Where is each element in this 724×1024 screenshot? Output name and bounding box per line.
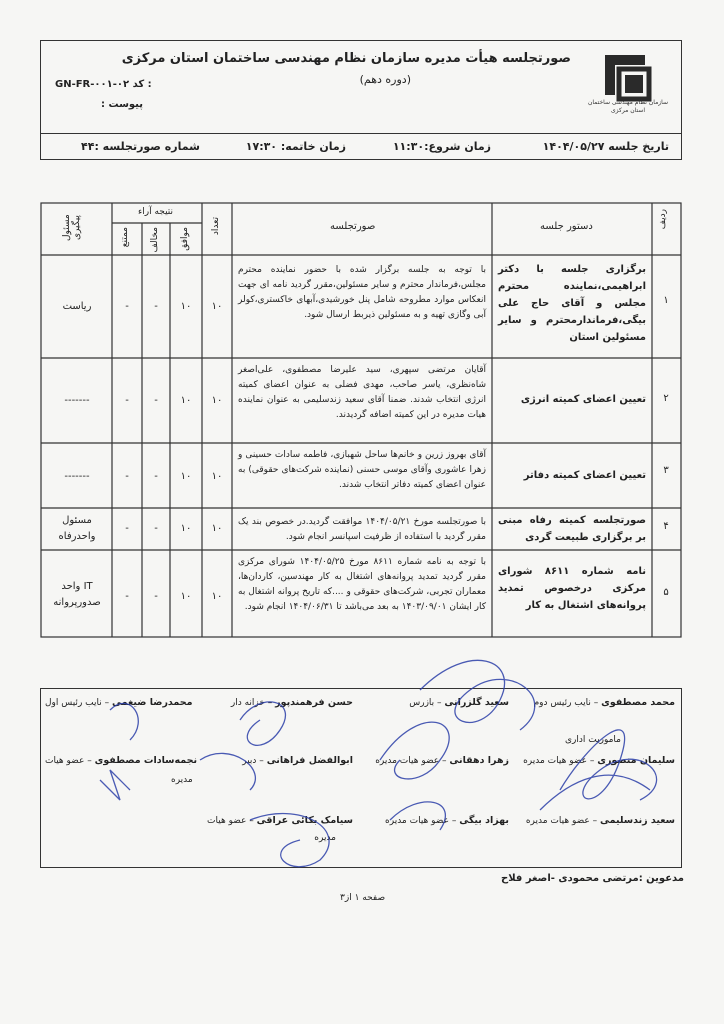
row-5-minutes: با توجه به نامه شماره ۸۶۱۱ مورخ ۱۴۰۴/۰۵/۲۵ شورای مرکزی مقرر گردید تمدید پروانه‌های اشتغال به کار مهندسین، کاردان‌ها، معماران تجربی، شرکت‌های حقوقی و ....که تاریخ پروانه اشتغال به کار ایشان ۱۴۰۳/۰۹/۰۱ به بعد می‌باشد تا ۱۴۰۴/۰۶/۳۱ انجام شود. — [238, 557, 486, 612]
row-3-number: ۳ — [663, 465, 669, 476]
organization-logo — [585, 47, 671, 127]
signer-8-role-cont: مدیره — [171, 775, 193, 785]
row-3-minutes: آقای بهروز زرین و خانم‌ها ساحل شهبازی، فاطمه سادات حسینی و زهرا عاشوری وآقای موسی حسنی (نماینده شرکت‌های حقوقی) به عنوان اعضای کمیته دفاتر انتخاب شدند. — [238, 450, 486, 490]
header-followup: مسئول پیگیری — [62, 214, 82, 242]
signer-11-name: سیامک بکائی عراقی — [256, 815, 353, 826]
row-4-disagree: - — [154, 523, 158, 534]
signer-8-role: – عضو هیات — [45, 756, 92, 766]
signer-5-role: – عضو هیات مدیره — [523, 756, 595, 766]
signer-10 — [385, 815, 509, 826]
code-value: GN-FR-۰۰۱-۰۲ — [55, 79, 130, 90]
minutes-table — [40, 195, 682, 645]
signer-4-role: – نایب رئیس اول — [45, 698, 110, 708]
signer-11 — [207, 815, 353, 826]
document-code — [55, 79, 152, 90]
signer-4 — [45, 697, 193, 708]
signer-11-role: – عضو هیات — [207, 816, 254, 826]
signer-5 — [523, 755, 675, 766]
row-2-followup: ------- — [64, 395, 90, 406]
row-4-minutes: با صورتجلسه مورخ ۱۴۰۴/۰۵/۲۱ موافقت گردید.در خصوص بند یک مقرر گردید با استفاده از ظرفیت اسپانسر انجام شود. — [238, 517, 486, 542]
row-2-number: ۲ — [663, 393, 669, 404]
signer-8 — [45, 755, 197, 766]
code-label: کد : — [132, 79, 152, 90]
row-1-agenda: برگزاری جلسه با دکتر ابراهیمی،نماینده محترم مجلس و آقای حاج علی بیگی،فرماندارمحترم و سایر مسئولین استان — [498, 264, 646, 343]
row-2-agree: ۱۰ — [180, 395, 192, 406]
header-agenda: دستور جلسه — [540, 221, 593, 232]
signer-11-role-cont: مدیره — [314, 833, 336, 843]
row-1-count: ۱۰ — [211, 301, 223, 312]
signer-9 — [526, 815, 675, 826]
header-disagree: مخالف — [150, 227, 160, 253]
row-1-agree: ۱۰ — [180, 301, 192, 312]
minutes-number: شماره صورتجلسه :۴۴ — [81, 140, 200, 153]
start-time: زمان شروع:۱۱:۳۰ — [392, 140, 491, 153]
row-4-agree: ۱۰ — [180, 523, 192, 534]
row-3-disagree: - — [154, 471, 158, 482]
signer-8-name: نجمه‌سادات مصطفوی — [94, 755, 198, 766]
signer-2-role: – بازرس — [409, 698, 442, 708]
row-3-abstain: - — [125, 471, 129, 482]
signer-1-name: محمد مصطفوی — [601, 697, 675, 708]
header-minutes: صورتجلسه — [330, 221, 376, 232]
header-divider — [41, 133, 681, 134]
signer-7 — [242, 755, 353, 766]
header-row-number: ردیف — [658, 209, 668, 230]
signer-10-name: بهزاد بیگی — [459, 815, 509, 826]
row-5-abstain: - — [125, 591, 129, 602]
logo-caption: سازمان نظام مهندسی ساختمان استان مرکزی — [587, 99, 669, 114]
header-abstain: ممتنع — [120, 227, 130, 248]
row-4-abstain: - — [125, 523, 129, 534]
document-header — [40, 40, 682, 160]
header-vote-result: نتیجه آراء — [138, 207, 174, 217]
row-2-disagree: - — [154, 395, 158, 406]
row-3-agree: ۱۰ — [180, 471, 192, 482]
row-4-agenda: صورتجلسه کمیته رفاه مبنی بر برگزاری طبیعت گردی — [498, 515, 646, 543]
invited-guests: مدعوین :مرتضی محمودی -اصغر فلاح — [500, 873, 684, 884]
period-label: (دوره دهم) — [359, 73, 411, 86]
row-2-agenda: تعیین اعضای کمیته انرژی — [520, 394, 646, 405]
row-4-followup: مسئول واحدرفاه — [58, 515, 96, 542]
signer-1-note: ماموریت اداری — [565, 735, 621, 745]
signer-2 — [409, 697, 509, 708]
signer-1-role: – نایب رئیس دوم — [533, 698, 599, 708]
row-3-agenda: تعیین اعضای کمیته دفاتر — [523, 470, 646, 481]
signer-2-name: سعید گلزرانی — [444, 697, 509, 708]
row-1-disagree: - — [154, 301, 158, 312]
row-4-number: ۴ — [663, 521, 669, 532]
signer-7-role: – دبیر — [242, 756, 264, 766]
attachment-label: پیوست : — [101, 99, 144, 110]
signatures-box — [40, 688, 682, 868]
header-count: تعداد — [211, 217, 221, 236]
row-1-number: ۱ — [663, 295, 669, 306]
signer-9-role: – عضو هیات مدیره — [525, 816, 598, 826]
signer-9-name: سعید زندسلیمی — [600, 815, 675, 826]
row-2-minutes: آقایان مرتضی سپهری، سید علیرضا مصطفوی، علی‌اصغر شاه‌نظری، یاسر صاحب، مهدی فضلی به عنوان اعضای کمیته انرژی انتخاب شدند. ضمنا آقای سعید زندسلیمی به عنوان نماینده هیات مدیره در این کمیته اضافه گردیدند. — [238, 365, 486, 420]
row-5-disagree: - — [154, 591, 158, 602]
signer-6 — [375, 755, 509, 766]
signer-10-role: – عضو هیات مدیره — [385, 816, 457, 826]
signer-6-role: – عضو هیات مدیره — [375, 756, 447, 766]
row-4-count: ۱۰ — [211, 523, 223, 534]
document-title: صورتجلسه هیأت مدیره سازمان نظام مهندسی ساختمان استان مرکزی — [121, 51, 571, 66]
end-time: زمان خاتمه: ۱۷:۳۰ — [245, 140, 346, 153]
row-3-count: ۱۰ — [211, 471, 223, 482]
row-5-count: ۱۰ — [211, 591, 223, 602]
row-5-followup: واحد IT صدورپروانه — [53, 581, 101, 608]
row-2-abstain: - — [125, 395, 129, 406]
row-3-followup: ------- — [64, 471, 90, 482]
row-2-count: ۱۰ — [211, 395, 223, 406]
row-5-number: ۵ — [663, 587, 669, 598]
row-1-minutes: با توجه به جلسه برگزار شده با حضور نماینده محترم مجلس،فرماندار محترم و سایر مسئولین،مقرر گردید نامه ای جهت انعکاس موارد مطروحه شامل پنل خورشیدی،آبهای خاکستری،کولر آبی وگازی تهیه و به مسئولین ذیربط ارسال شود. — [238, 265, 486, 320]
meeting-date: تاریخ جلسه ۱۴۰۴/۰۵/۲۷ — [542, 140, 669, 153]
signer-6-name: زهرا دهقانی — [449, 755, 509, 766]
header-agree: موافق — [180, 227, 190, 251]
signer-7-name: ابوالفضل فراهانی — [266, 755, 353, 766]
row-5-agree: ۱۰ — [180, 591, 192, 602]
signer-5-name: سلیمان منصوری — [597, 755, 675, 766]
signer-1 — [534, 697, 675, 708]
row-5-agenda: نامه شماره ۸۶۱۱ شورای مرکزی درخصوص تمدید پروانه‌های اشتغال به کار — [498, 566, 646, 611]
signer-3-name: حسن فرهمندپور — [275, 697, 353, 708]
row-1-abstain: - — [125, 301, 129, 312]
signer-3 — [231, 697, 353, 708]
row-1-followup: ریاست — [62, 301, 92, 312]
page-number: صفحه ۱ از۳ — [340, 893, 386, 903]
signer-4-name: محمدرضا ضیغمی — [111, 697, 193, 708]
signer-3-role: – خزانه دار — [230, 698, 273, 708]
